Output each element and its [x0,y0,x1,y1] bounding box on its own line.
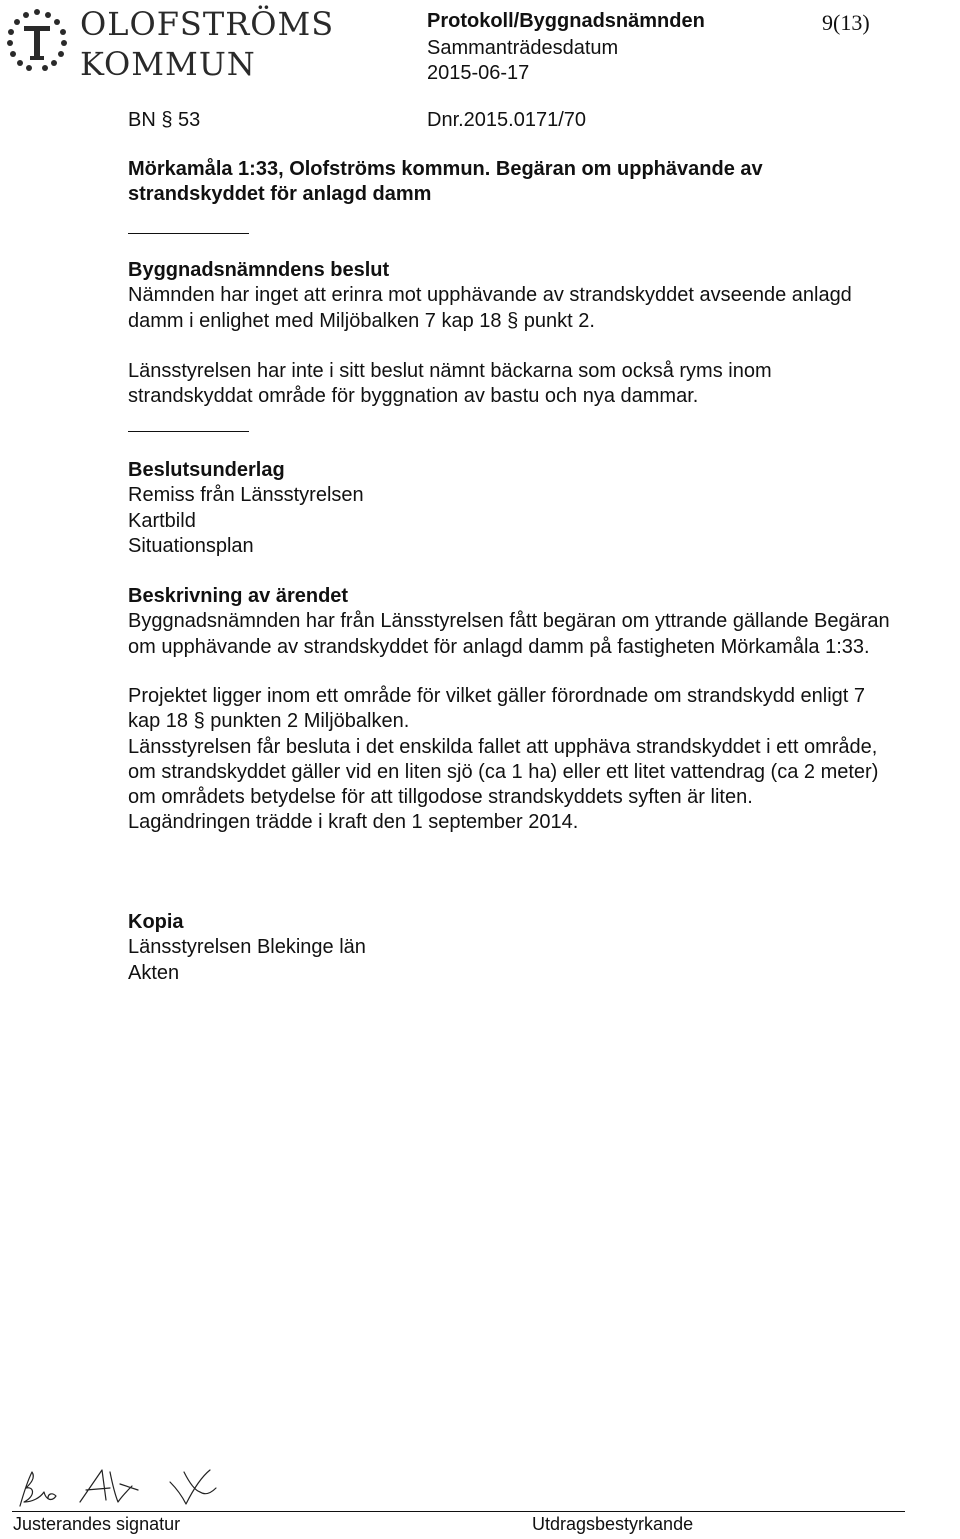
description-detail-line: om områdets betydelse för att tillgodose strandskyddets syften är liten. [128,786,753,809]
decision-title: Byggnadsnämndens beslut [128,259,390,281]
municipality-logo [2,6,72,76]
decision-basis-item: Remiss från Länsstyrelsen [128,484,364,507]
logo-wordmark-line2: KOMMUN [80,45,256,83]
copy-recipient: Akten [128,961,180,984]
signature-line [12,1511,905,1512]
description-text-line: om upphävande av strandskyddet för anlagd damm på fastigheten Mörkamåla 1:33. [128,635,870,658]
decision-text-line: Nämnden har inget att erinra mot upphävande av strandskyddet avseende anlagd [128,284,852,307]
copy-recipient: Länsstyrelsen Blekinge län [128,936,366,959]
meeting-date-label: Sammanträdesdatum [427,37,619,59]
handwritten-signatures [10,1462,270,1512]
case-number: Dnr.2015.0171/70 [427,109,587,131]
description-detail-line: Lagändringen trädde i kraft den 1 september 2014. [128,811,579,834]
decision-basis-item: Situationsplan [128,534,254,557]
paragraph-number: BN § 53 [128,109,201,131]
description-detail-line: om strandskyddet gäller vid en liten sjö (ca 1 ha) eller ett litet vattendrag (ca 2 meter) [128,760,879,783]
section-divider [128,431,249,432]
case-heading [128,157,958,208]
description-detail-line: Projektet ligger inom ett område för vilket gäller förordnade om strandskydd enligt 7 [128,685,866,707]
decision-note-line: strandskyddat område för byggnation av bastu och nya dammar. [128,385,699,408]
protocol-title: Protokoll/Byggnadsnämnden [427,10,705,32]
description-title: Beskrivning av ärendet [128,585,349,607]
case-heading-line: Mörkamåla 1:33, Olofströms kommun. Begäran om upphävande av [128,158,763,180]
decision-note [128,359,958,410]
section-divider [128,233,249,234]
description-section [128,584,958,660]
description-text-line: Byggnadsnämnden har från Länsstyrelsen fått begäran om yttrande gällande Begäran [128,610,890,633]
meeting-date: 2015-06-17 [427,62,530,84]
description-detail-line: Länsstyrelsen får besluta i det enskilda fallet att upphäva strandskyddet i ett område, [128,735,878,758]
extract-certification-label: Utdragsbestyrkande [532,1514,694,1534]
description-details [128,684,958,836]
logo-wordmark-line1: OLOFSTRÖMS [80,5,335,43]
copy-title: Kopia [128,911,184,933]
adjuster-signature-label: Justerandes signatur [13,1514,181,1534]
decision-basis-item: Kartbild [128,509,196,532]
decision-note-line: Länsstyrelsen har inte i sitt beslut nämnt bäckarna som också ryms inom [128,360,772,382]
case-heading-line: strandskyddet för anlagd damm [128,183,432,206]
decision-basis-title: Beslutsunderlag [128,459,285,481]
page-number: 9(13) [822,10,870,35]
copy-section [128,910,958,986]
decision-basis-section [128,458,958,559]
decision-section [128,258,958,334]
description-detail-line: kap 18 § punkten 2 Miljöbalken. [128,710,410,733]
decision-text-line: damm i enlighet med Miljöbalken 7 kap 18 § punkt 2. [128,309,595,332]
